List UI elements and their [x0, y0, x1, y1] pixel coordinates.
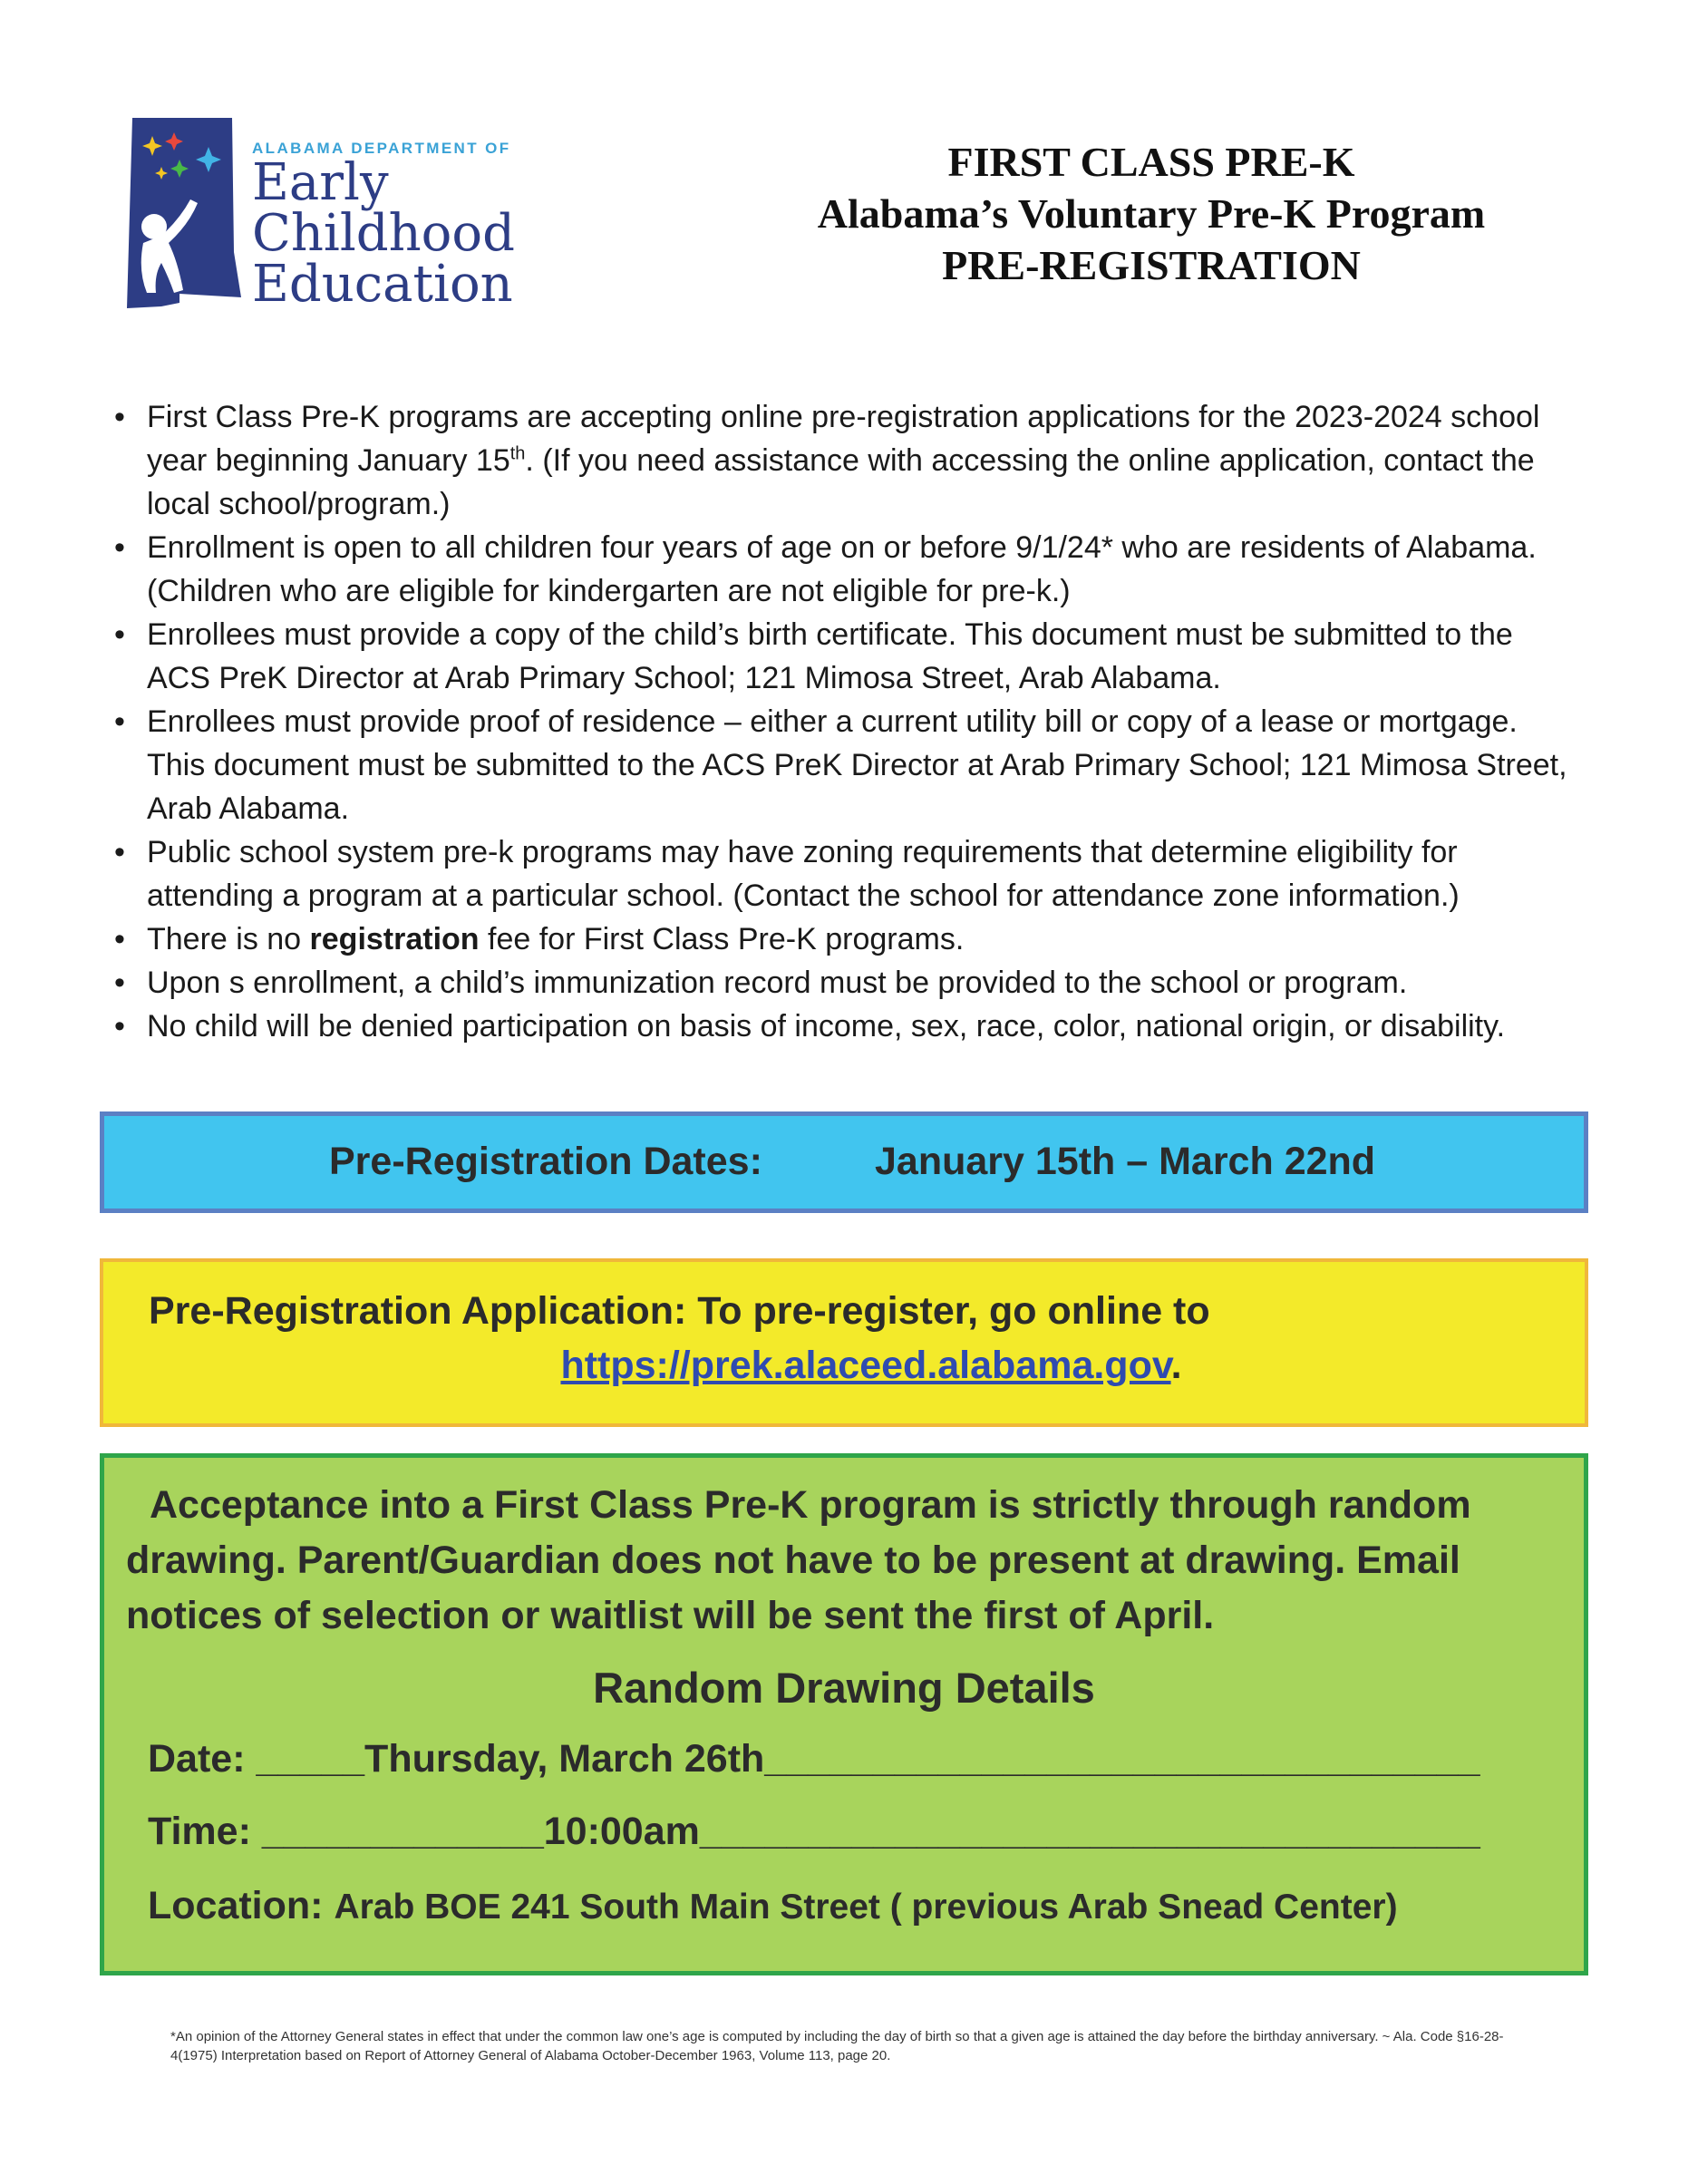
- application-text: Pre-Registration Application: To pre-register, go online to: [149, 1289, 1210, 1333]
- dates-value: January 15th – March 22nd: [875, 1140, 1376, 1183]
- location-label: Location:: [148, 1884, 324, 1927]
- list-item: • Public school system pre-k programs may have zoning requirements that determine eligibility for attending a program at a particular school. (Contact the school for attendance zone information.): [109, 830, 1577, 917]
- date-label: Date:: [148, 1737, 246, 1781]
- logo-name-line1: Early Childhood: [252, 153, 515, 263]
- title-line2: Alabama’s Voluntary Pre-K Program: [817, 190, 1486, 237]
- drawing-location-row: [148, 1884, 1398, 1928]
- list-item: • There is no registration fee for First Class Pre-K programs.: [109, 917, 1577, 961]
- list-item: • Enrollment is open to all children four years of age on or before 9/1/24* who are residents of Alabama. (Children who are eligible for kindergarten are not eligible for pre-k.): [109, 526, 1577, 613]
- info-bullet-list: [109, 395, 1577, 1048]
- logo-department: ALABAMA DEPARTMENT OF: [252, 140, 511, 157]
- alabama-state-child-icon: [125, 116, 243, 311]
- list-item: • No child will be denied participation on basis of income, sex, race, color, national origin, or disability.: [109, 1005, 1577, 1048]
- list-item: • Upon s enrollment, a child’s immunization record must be provided to the school or program.: [109, 961, 1577, 1005]
- application-link-line: https://prek.alaceed.alabama.gov.: [560, 1344, 1182, 1387]
- random-drawing-box: [100, 1453, 1588, 1975]
- time-value: _____________10:00am____________________________________: [261, 1810, 1480, 1853]
- logo-name-line2: Education: [252, 255, 513, 314]
- dates-label: Pre-Registration Dates:: [329, 1140, 762, 1183]
- drawing-time-row: [148, 1810, 1480, 1854]
- title-line3: PRE-REGISTRATION: [942, 242, 1361, 288]
- drawing-details-heading: Random Drawing Details: [593, 1664, 1095, 1712]
- list-item: • First Class Pre-K programs are accepting online pre-registration applications for the 2023-2024 school year beginning January 15th. (If you need assistance with accessing the online application, contact the local school/program.): [109, 395, 1577, 526]
- list-item: • Enrollees must provide a copy of the child’s birth certificate. This document must be submitted to the ACS PreK Director at Arab Primary School; 121 Mimosa Street, Arab Alabama.: [109, 613, 1577, 700]
- logo: [125, 116, 660, 314]
- page-title: [762, 136, 1541, 291]
- list-item: • Enrollees must provide proof of residence – either a current utility bill or copy of a lease or mortgage. This document must be submitted to the ACS PreK Director at Arab Primary School; 121 Mimosa Street, Arab Alabama.: [109, 700, 1577, 830]
- application-box: [100, 1258, 1588, 1427]
- footnote: *An opinion of the Attorney General states in effect that under the common law one’s age is computed by including the day of birth so that a given age is attained the day before the birthday anniversary. ~ Ala. Code §16-28-4(1975) Interpretation based on Report of Attorney General of Alabama October-December 1963, Volume 113, page 20.: [170, 2029, 1504, 2063]
- registration-dates-box: [100, 1111, 1588, 1213]
- drawing-date-row: [148, 1737, 1480, 1781]
- location-value: Arab BOE 241 South Main Street ( previous Arab Snead Center): [334, 1888, 1398, 1927]
- time-label: Time:: [148, 1810, 251, 1853]
- logo-text: [252, 140, 660, 314]
- acceptance-paragraph: Acceptance into a First Class Pre-K program is strictly through random drawing. Parent/Guardian does not have to be present at drawing. Email notices of selection or waitlist will be sent the first of April.: [126, 1483, 1471, 1637]
- date-value: _____Thursday, March 26th_________________________________: [256, 1737, 1480, 1781]
- title-line1: FIRST CLASS PRE-K: [947, 139, 1355, 185]
- prek-website-link[interactable]: https://prek.alaceed.alabama.gov: [560, 1344, 1171, 1387]
